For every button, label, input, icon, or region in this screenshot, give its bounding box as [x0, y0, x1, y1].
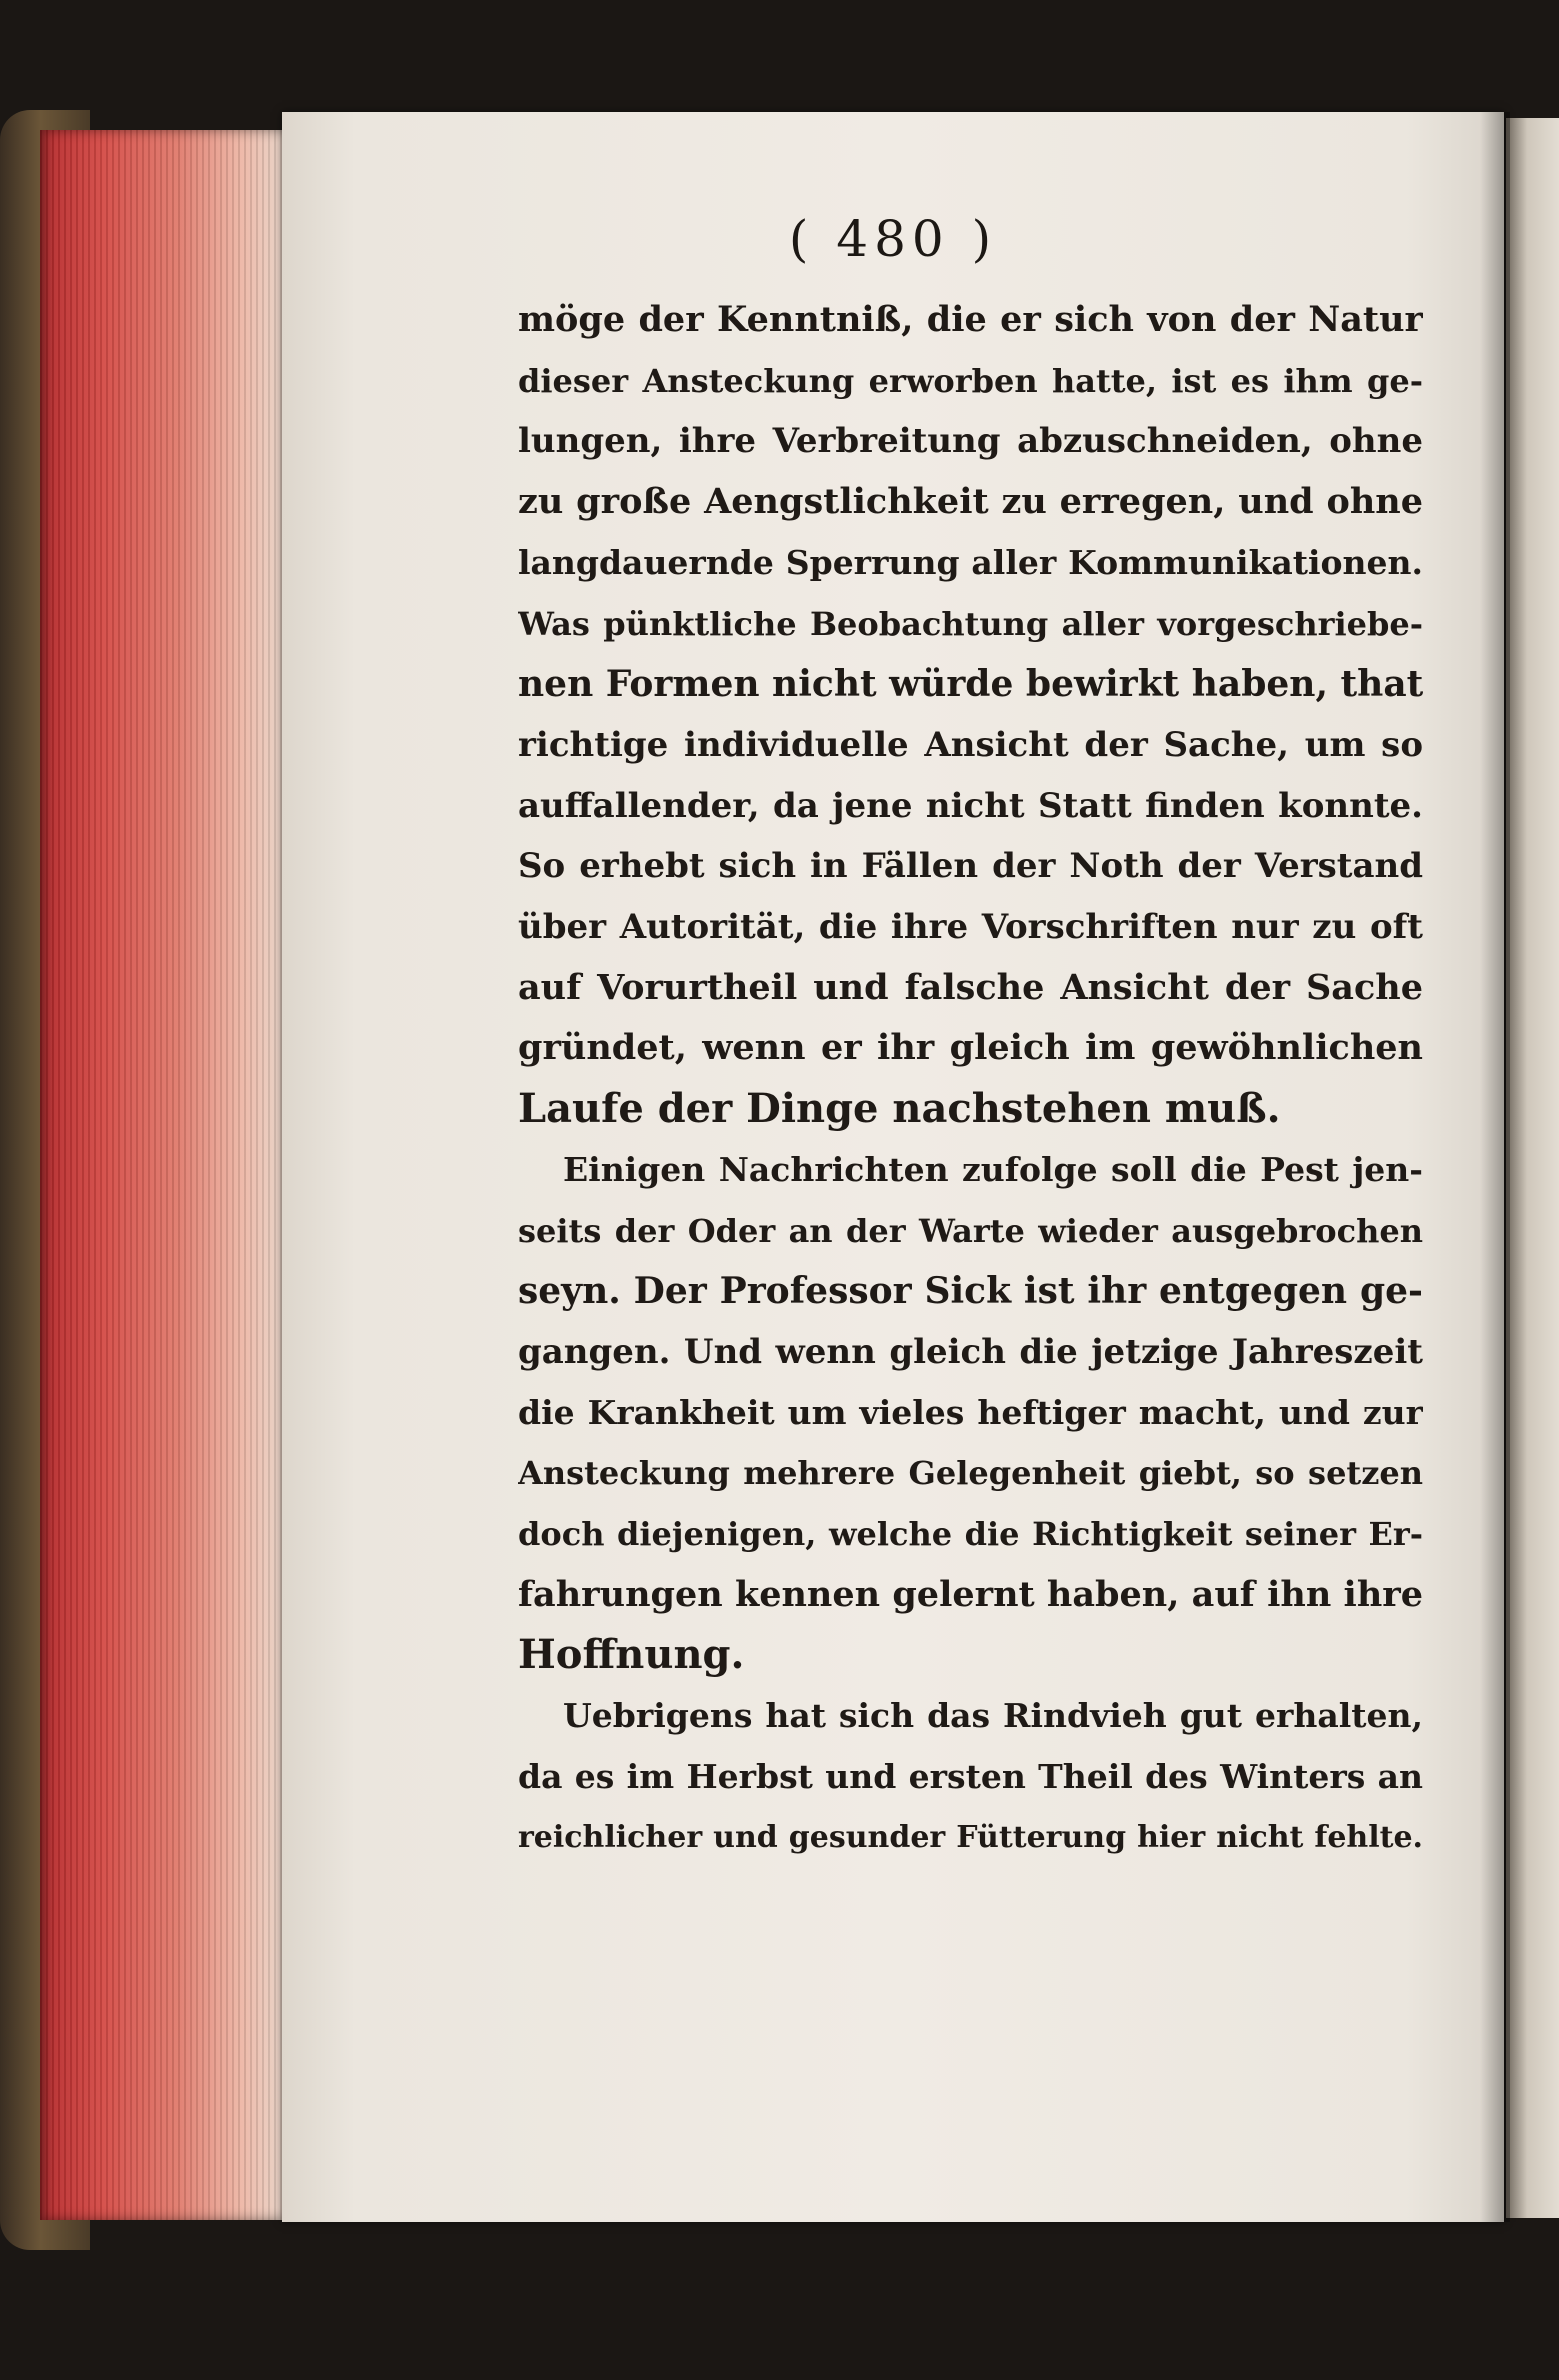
text-line: da es im Herbst und ersten Theil des Winters an — [518, 1756, 1423, 1796]
text-line: die Krankheit um vieles heftiger macht, und zur — [518, 1392, 1423, 1432]
text-line: zu große Aengstlichkeit zu erregen, und ohne — [518, 481, 1423, 523]
text-line: nen Formen nicht würde bewirkt haben, that — [518, 663, 1423, 706]
text-line: doch diejenigen, welche die Richtigkeit seiner Er- — [518, 1515, 1423, 1554]
gutter-shadow — [1480, 112, 1510, 2222]
text-line: seits der Oder an der Warte wieder ausgebrochen — [518, 1211, 1423, 1250]
text-line: lungen, ihre Verbreitung abzuschneiden, ohne — [518, 421, 1423, 462]
text-line: gründet, wenn er ihr gleich im gewöhnlichen — [518, 1027, 1423, 1069]
text-line: Was pünktliche Beobachtung aller vorgeschriebe- — [518, 604, 1423, 643]
facing-page-edge — [1506, 118, 1559, 2218]
text-line: Hoffnung. — [518, 1631, 745, 1679]
text-line: auffallender, da jene nicht Statt finden konnte. — [518, 785, 1423, 826]
text-line: möge der Kenntniß, die er sich von der Natur — [518, 299, 1423, 340]
text-line: richtige individuelle Ansicht der Sache, um so — [518, 724, 1423, 765]
text-line: über Autorität, die ihre Vorschriften nur zu oft — [518, 907, 1423, 948]
text-line: So erhebt sich in Fällen der Noth der Verstand — [518, 846, 1423, 887]
text-line: Laufe der Dinge nachstehen muß. — [518, 1085, 1281, 1133]
text-line: fahrungen kennen gelernt haben, auf ihn ihre — [518, 1573, 1423, 1615]
text-line: auf Vorurtheil und falsche Ansicht der Sache — [518, 966, 1423, 1008]
text-line: Ansteckung mehrere Gelegenheit giebt, so setzen — [518, 1454, 1423, 1493]
text-line: Einigen Nachrichten zufolge soll die Pest jen- — [563, 1149, 1423, 1189]
text-line: dieser Ansteckung erworben hatte, ist es ihm ge- — [518, 361, 1423, 400]
text-line: Uebrigens hat sich das Rindvieh gut erhalten, — [563, 1696, 1423, 1736]
text-line: gangen. Und wenn gleich die jetzige Jahreszeit — [518, 1331, 1423, 1372]
text-line: seyn. Der Professor Sick ist ihr entgegen ge- — [518, 1270, 1423, 1313]
text-line: langdauernde Sperrung aller Kommunikationen. — [518, 542, 1423, 582]
red-page-edges — [40, 130, 290, 2220]
text-line: reichlicher und gesunder Fütterung hier nicht fehlte. — [518, 1819, 1423, 1855]
page-number-header: ( 480 ) — [788, 210, 998, 268]
body-text — [518, 290, 1423, 1868]
